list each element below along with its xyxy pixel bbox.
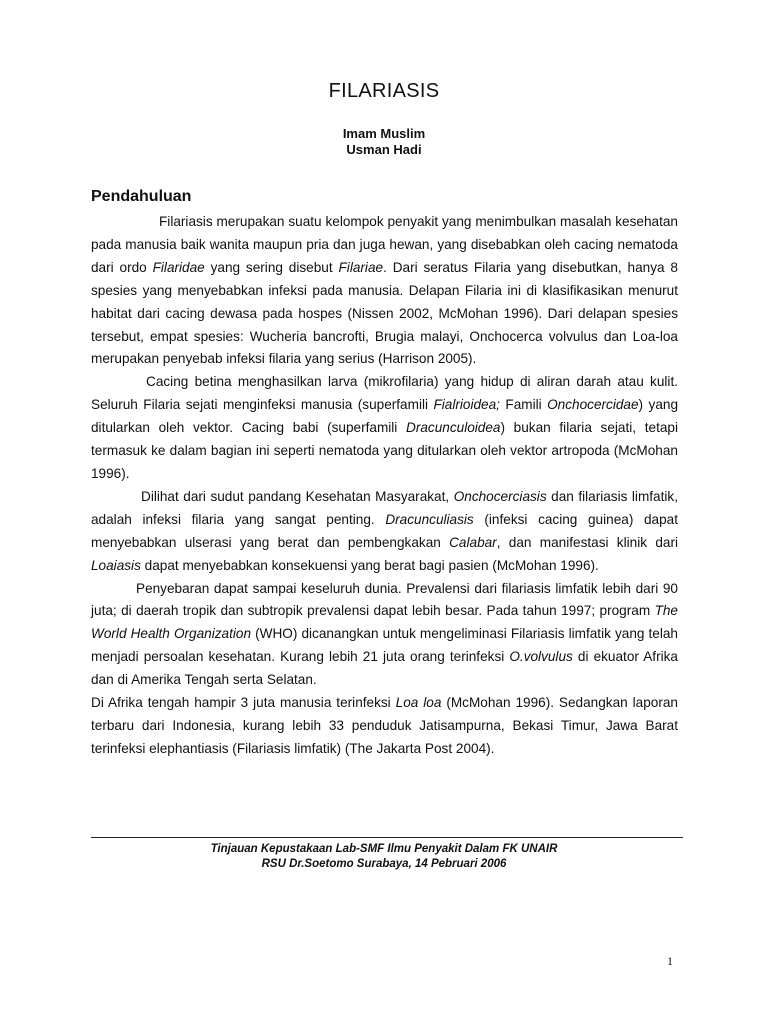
paragraph (91, 371, 678, 486)
italic-text: Calabar (449, 534, 497, 550)
paragraph-text: , dan manifestasi klinik dari (496, 534, 678, 550)
paragraph-text: Cacing betina menghasilkan larva (mikrofilaria) yang hidup di aliran darah atau kulit. Seluruh Filaria sejati menginfeksi manusia (superfamili (91, 374, 678, 413)
paragraph-text: Filariasis merupakan suatu kelompok penyakit yang menimbulkan masalah kesehatan pada manusia baik wanita maupun pria dan juga hewan, yang disebabkan oleh cacing nematoda dari ordo (91, 214, 678, 275)
paragraph-text: dapat menyebabkan konsekuensi yang berat bagi pasien (McMohan 1996). (140, 557, 599, 573)
paragraph-text: (McMohan 1996). Sedangkan laporan terbaru dari Indonesia, kurang lebih 33 penduduk Jatisampurna, Bekasi Timur, Jawa Barat terinfeksi elephantiasis (Filariasis limfatik) (The Jakarta Post 2004). (91, 695, 678, 756)
footer-line: RSU Dr.Soetomo Surabaya, 14 Pebruari 2006 (261, 858, 507, 870)
paragraph-text: yang sering disebut (204, 259, 339, 275)
footer-divider (91, 837, 683, 838)
italic-text: Dracunculoidea (406, 420, 501, 436)
italic-text: Filaridae (152, 259, 205, 275)
paragraph-text: ) yang ditularkan oleh vektor. Cacing babi (superfamili (91, 397, 678, 436)
italic-text: Onchocercidae (547, 397, 639, 413)
italic-text: Loa loa (395, 695, 442, 711)
document-title: FILARIASIS (328, 80, 440, 102)
paragraph (91, 211, 678, 371)
italic-text: Fialrioidea; (433, 397, 500, 413)
italic-text: Filariae (338, 259, 384, 275)
body-text (91, 211, 678, 761)
paragraph-text: Di Afrika tengah hampir 3 juta manusia terinfeksi (91, 695, 396, 711)
paragraph-text: Penyebaran dapat sampai keseluruh dunia. Prevalensi dari filariasis limfatik lebih dari 90 juta; di daerah tropik dan subtropik prevalensi dapat lebih besar. Pada tahun 1997; program (91, 580, 678, 619)
author-list (0, 126, 768, 158)
italic-text: O.volvulus (509, 649, 573, 665)
page-footer (0, 842, 768, 872)
italic-text: Loaiasis (91, 557, 141, 573)
paragraph (91, 692, 678, 761)
footer-line: Tinjauan Kepustakaan Lab-SMF Ilmu Penyakit Dalam FK UNAIR (210, 843, 558, 855)
paragraph-text: Famili (499, 397, 548, 413)
paragraph (91, 578, 678, 693)
italic-text: Onchocerciasis (453, 488, 547, 504)
paragraph-text: di ekuator Afrika dan di Amerika Tengah serta Selatan. (91, 649, 678, 688)
paragraph-text: ) bukan filaria sejati, tetapi termasuk ke dalam bagian ini seperti nematoda yang ditularkan oleh vektor artropoda (McMohan 1996). (91, 420, 678, 481)
paragraph (91, 486, 678, 578)
paragraph-text: (infeksi cacing guinea) dapat menyebabkan ulserasi yang berat dan pembengkakan (91, 511, 678, 550)
paragraph-text: Dilihat dari sudut pandang Kesehatan Masyarakat, (141, 488, 454, 504)
author-name: Usman Hadi (346, 142, 422, 157)
page-number: 1 (667, 954, 673, 968)
paragraph-text: (WHO) dicanangkan untuk mengeliminasi Filariasis limfatik yang telah menjadi persoalan kesehatan. Kurang lebih 21 juta orang terinfeksi (91, 626, 678, 665)
italic-text: Dracunculiasis (385, 511, 474, 527)
italic-text: The World Health Organization (91, 603, 678, 642)
paragraph-text: dan filariasis limfatik, adalah infeksi filaria yang sangat penting. (91, 488, 678, 527)
paragraph-text: . Dari seratus Filaria yang disebutkan, hanya 8 spesies yang menyebabkan infeksi pada manusia. Delapan Filaria ini di klasifikasikan menurut habitat dari cacing dewasa pada hospes (Nissen 2002, McMohan 1996). Dari delapan spesies tersebut, empat spesies: Wucheria bancrofti, Brugia malayi, Onchocerca volvulus dan Loa-loa merupakan penyebab infeksi filaria yang serius (Harrison 2005). (91, 259, 678, 367)
section-heading: Pendahuluan (91, 188, 192, 205)
author-name: Imam Muslim (342, 126, 426, 141)
